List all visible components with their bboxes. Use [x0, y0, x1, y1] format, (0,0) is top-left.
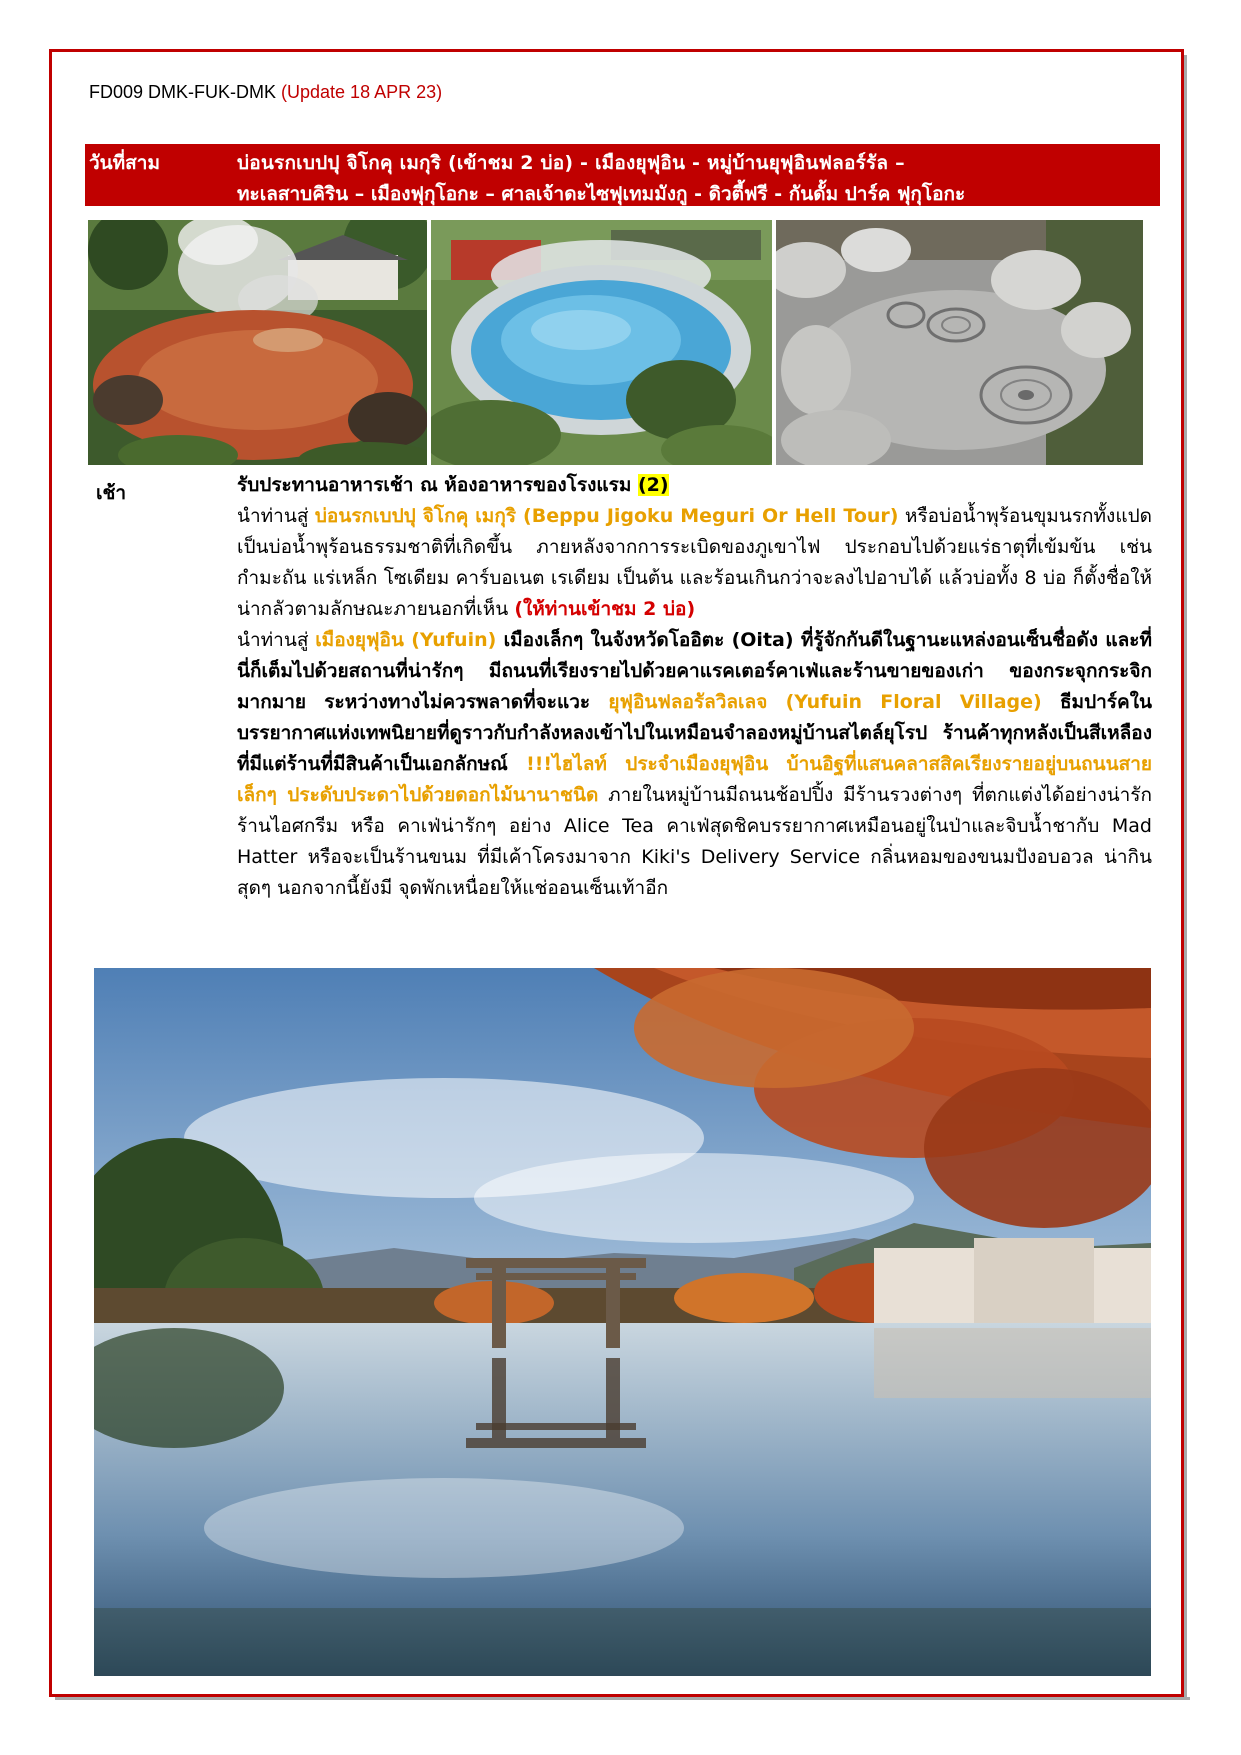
day-title-line-2: ทะเลสาบคิริน – เมืองฟุกุโอกะ – ศาลเจ้าดะไซฟุเทมมังกู - ดิวตี้ฟรี - กันดั้ม ปาร์ค ฟุกุโอกะ — [237, 183, 966, 205]
yufuin-paragraph — [237, 625, 1152, 904]
paragraph-text: นำท่านสู่ — [237, 629, 316, 651]
bubbling-mud-pool-photo — [776, 220, 1143, 465]
breakfast-line — [237, 470, 1152, 501]
paragraph-text: ภายในหมู่บ้านมีถนนช้อปปิ้ง มีร้านรวงต่างๆ ที่ตกแต่งได้อย่างน่ารัก ร้านไอศกรีม หรือ คาเฟ่น่ารักๆ อย่าง Alice Tea คาเฟ่สุดชิคบรรยากาศเหมือนอยู่ในป่าและจิบน้ำชากับ Mad Hatter หรือจะเป็นร้านขนม ที่มีเค้าโครงมาจาก Kiki's Delivery Service กลิ่นหอมของขนมปังอบอวล น่ากินสุดๆ นอกจากนี้ยังมี จุดพักเหนื่อยให้แช่ออนเซ็นเท้าอีก — [237, 784, 1152, 899]
update-date: (Update 18 APR 23) — [281, 82, 443, 102]
document-header — [89, 79, 442, 105]
yufuin-highlight: เมืองยุฟุอิน (Yufuin) — [315, 629, 497, 651]
breakfast-text: รับประทานอาหารเช้า ณ ห้องอาหารของโรงแรม — [237, 474, 638, 496]
meal-time-label: เช้า — [96, 482, 127, 504]
paragraph-text: ธีมปาร์คในบรรยากาศแห่งเทพนิยายที่ดูราวกับกำลังหลงเข้าไปในเหมือนจำลองหมู่บ้านสไตล์ยุโรป ร้านค้าทุกหลังเป็นสีเหลืองที่มีแต่ร้านที่มีสินค้าเป็นเอกลักษณ์ — [237, 691, 1152, 775]
day-label: วันที่สาม — [89, 152, 160, 174]
paragraph-text: นำท่านสู่ — [237, 505, 315, 527]
lake-kinrin-torii-photo — [94, 968, 1151, 1676]
tour-code: FD009 DMK-FUK-DMK — [89, 82, 282, 102]
paragraph-text: เมืองเล็กๆ ในจังหวัดโออิตะ (Oita) ที่รู้จักกันดีในฐานะแหล่งอนเซ็นชื่อดัง และที่นี่ก็เต็มไปด้วยสถานที่น่ารักๆ มีถนนที่เรียงรายไปด้วยคาแรคเตอร์คาเฟ่และร้านขายของเก่า ของกระจุกกระจิกมากมาย ระหว่างทางไม่ควรพลาดที่จะแวะ — [237, 629, 1152, 713]
meal-count-badge: (2) — [637, 474, 669, 496]
itinerary-text — [237, 470, 1152, 904]
floral-village-highlight: ยุฟุอินฟลอรัลวิลเลจ (Yufuin Floral Village) — [608, 691, 1042, 713]
beppu-highlight: บ่อนรกเบปปุ จิโกคุ เมกุริ (Beppu Jigoku Meguri Or Hell Tour) — [314, 505, 899, 527]
red-hot-spring-photo — [88, 220, 427, 465]
blue-hot-spring-photo — [431, 220, 772, 465]
visit-note: (ให้ท่านเข้าชม 2 บ่อ) — [514, 598, 696, 620]
day-banner — [85, 144, 1160, 206]
beppu-paragraph — [237, 501, 1152, 625]
paragraph-text: หรือบ่อน้ำพุร้อนขุมนรกทั้งแปด เป็นบ่อน้ำพุร้อนธรรมชาติที่เกิดขึ้น ภายหลังจากการระเบิดของภูเขาไฟ ประกอบไปด้วยแร่ธาตุที่เข้มข้น เช่น กำมะถัน แร่เหล็ก โซเดียม คาร์บอเนต เรเดียม เป็นต้น และร้อนเกินกว่าจะลงไปอาบได้ แล้วบ่อทั้ง 8 บ่อ ก็ตั้งชื่อให้น่ากลัวตามลักษณะภายนอกที่เห็น — [237, 505, 1152, 620]
highlight-note: !!!ไฮไลท์ ประจำเมืองยุฟุอิน บ้านอิฐที่แสนคลาสสิคเรียงรายอยู่บนถนนสายเล็กๆ ประดับประดาไปด้วยดอกไม้นานาชนิด — [237, 753, 1153, 806]
day-title-line-1: บ่อนรกเบปปุ จิโกคุ เมกุริ (เข้าชม 2 บ่อ) - เมืองยุฟุอิน - หมู่บ้านยุฟุอินฟลอร์รัล – — [237, 152, 905, 174]
